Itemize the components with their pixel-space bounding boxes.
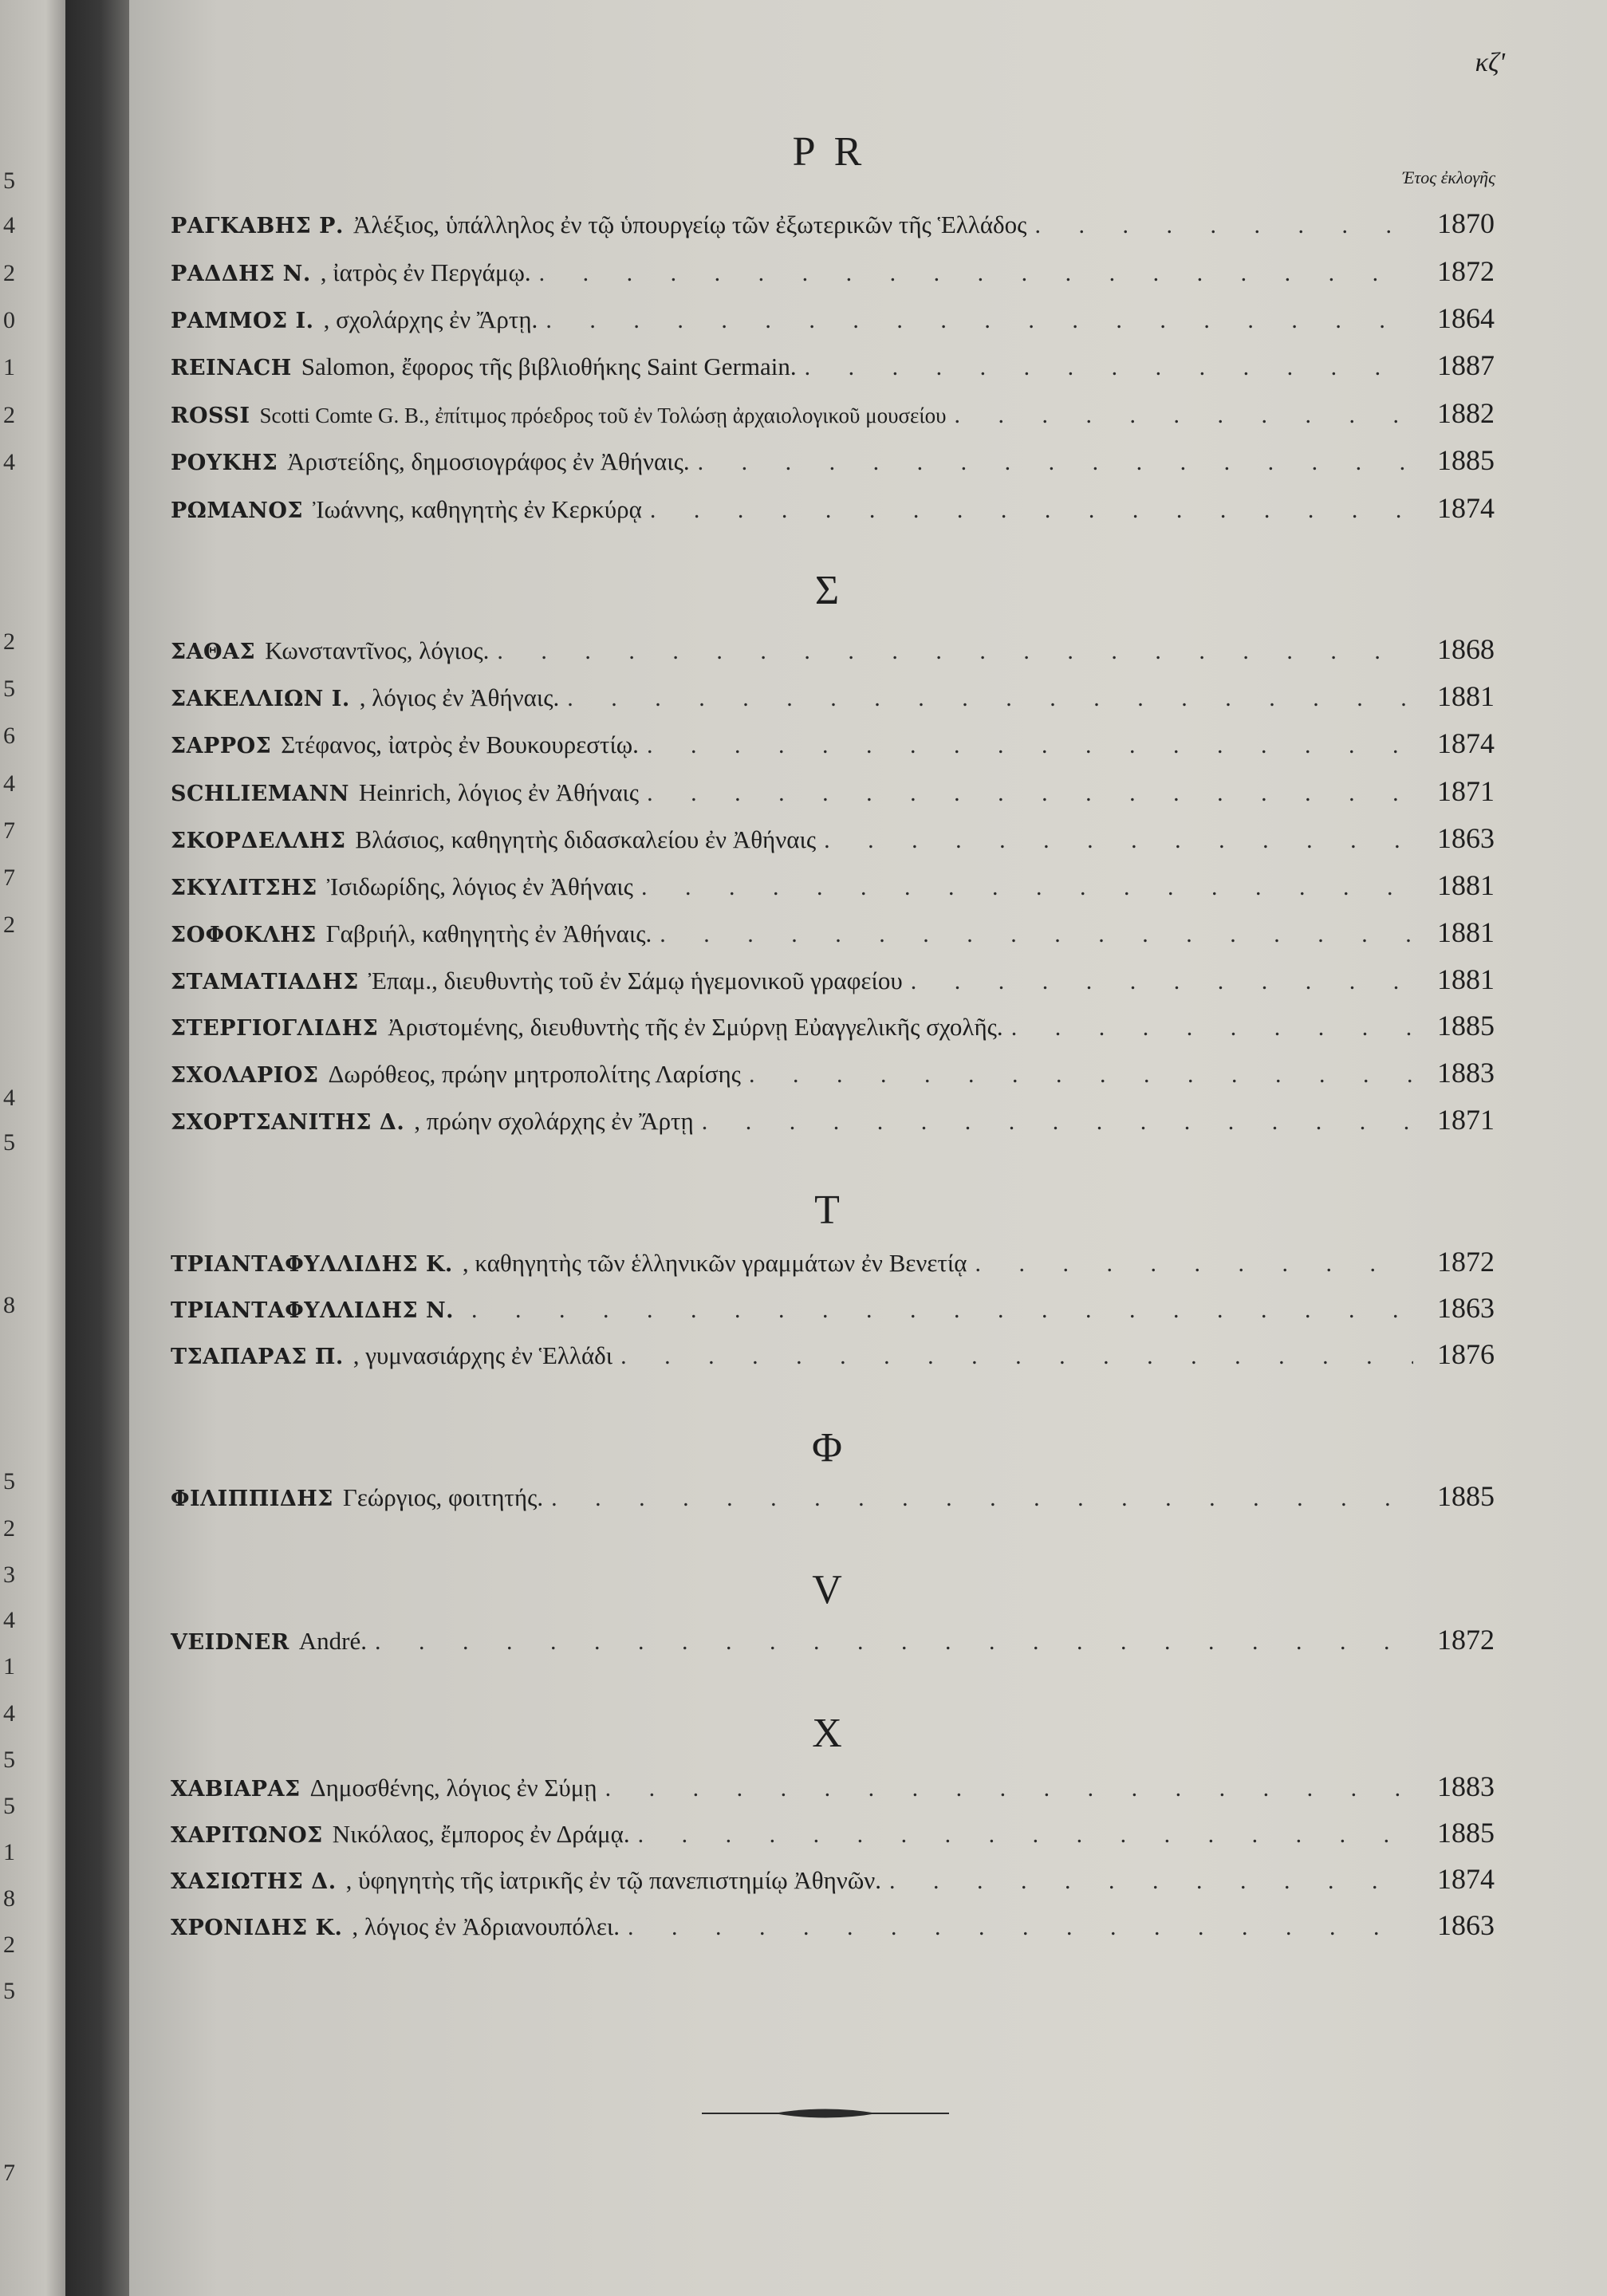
margin-number: 4 xyxy=(3,770,15,797)
list-item xyxy=(171,1911,1495,1940)
margin-number: 2 xyxy=(3,912,15,938)
page-number: κζ' xyxy=(1475,48,1505,77)
entry-surname: ΤΣΑΠΑΡΑΣ Π. xyxy=(171,1345,344,1369)
entry-description: Ἰωάννης, καθηγητὴς ἐν Κερκύρᾳ xyxy=(312,495,642,523)
dot-leader xyxy=(660,923,1413,947)
page xyxy=(129,0,1607,2296)
list-item xyxy=(171,1011,1495,1040)
entry-description: , ὑφηγητὴς τῆς ἰατρικῆς ἐν τῷ πανεπιστημίῳ Ἀθηνῶν. xyxy=(345,1866,881,1894)
entry-year: 1872 xyxy=(1437,1624,1495,1656)
dot-leader xyxy=(1034,214,1413,238)
dot-leader xyxy=(911,970,1413,994)
margin-number: 5 xyxy=(3,675,15,702)
previous-page-edge xyxy=(0,0,65,2296)
entry-surname: ΧΑΣΙΩΤΗΣ Δ. xyxy=(171,1869,337,1894)
margin-number: 5 xyxy=(3,1793,15,1819)
dot-leader xyxy=(650,498,1413,522)
margin-number: 1 xyxy=(3,1839,15,1865)
book-gutter xyxy=(65,0,129,2296)
list-item xyxy=(171,824,1495,853)
list-item xyxy=(171,635,1495,664)
margin-number: 2 xyxy=(3,1515,15,1542)
list-item xyxy=(171,1247,1495,1276)
entry-surname: ΡΟΥΚΗΣ xyxy=(171,451,278,475)
entry-year: 1871 xyxy=(1437,775,1495,807)
dot-leader xyxy=(647,734,1413,758)
margin-number: 2 xyxy=(3,1932,15,1958)
entry-year: 1881 xyxy=(1437,916,1495,948)
list-item xyxy=(171,446,1495,475)
entry-surname: ΣΑΚΕΛΛΙΩΝ Ι. xyxy=(171,687,350,711)
list-item xyxy=(171,1105,1495,1134)
entry-description: Salomon, ἔφορος τῆς βιβλιοθήκης Saint Germain. xyxy=(301,352,797,380)
dot-leader xyxy=(628,1916,1413,1940)
margin-number: 8 xyxy=(3,1292,15,1318)
dot-leader xyxy=(805,356,1413,380)
entry-description: Νικόλαος, ἔμπορος ἐν Δράμᾳ. xyxy=(332,1820,630,1848)
list-item xyxy=(171,871,1495,900)
margin-number: 8 xyxy=(3,1885,15,1912)
dot-leader xyxy=(638,1823,1413,1847)
entry-description: Ἀριστομένης, διευθυντὴς τῆς ἐν Σμύρνῃ Εὐαγγελικῆς σχολῆς. xyxy=(388,1013,1003,1041)
section-heading-phi: Φ xyxy=(811,1425,847,1471)
list-item xyxy=(171,1294,1495,1322)
entry-year: 1870 xyxy=(1437,207,1495,239)
margin-number: 2 xyxy=(3,260,15,286)
margin-number: 7 xyxy=(3,817,15,844)
entry-description: Δωρόθεος, πρώην μητροπολίτης Λαρίσης xyxy=(328,1060,741,1088)
entry-surname: ΧΡΟΝΙΔΗΣ Κ. xyxy=(171,1916,343,1940)
list-item xyxy=(171,257,1495,286)
entry-year: 1872 xyxy=(1437,1246,1495,1278)
entry-year: 1864 xyxy=(1437,302,1495,334)
margin-number: 4 xyxy=(3,1607,15,1633)
entry-description: , σχολάρχης ἐν Ἄρτῃ. xyxy=(323,305,538,333)
list-item xyxy=(171,777,1495,805)
entry-description: Ἀλέξιος, ὑπάλληλος ἐν τῷ ὑπουργείῳ τῶν ἐξωτερικῶν τῆς Ἑλλάδος xyxy=(353,211,1027,238)
entry-year: 1881 xyxy=(1437,869,1495,901)
entry-year: 1882 xyxy=(1437,397,1495,429)
entry-description: , γυμνασιάρχης ἐν Ἑλλάδι xyxy=(353,1341,613,1369)
margin-number: 4 xyxy=(3,1700,15,1727)
entry-description: Βλάσιος, καθηγητὴς διδασκαλείου ἐν Ἀθήναις xyxy=(355,825,817,853)
entry-year: 1863 xyxy=(1437,1292,1495,1324)
entry-year: 1885 xyxy=(1437,1480,1495,1512)
dot-leader xyxy=(702,1110,1413,1134)
entry-description: Κωνσταντῖνος, λόγιος. xyxy=(265,636,490,664)
section-heading-tau: T xyxy=(814,1187,845,1233)
entry-surname: ΡΑΓΚΑΒΗΣ Ρ. xyxy=(171,214,344,238)
entry-description: Γεώργιος, φοιτητής. xyxy=(342,1483,544,1511)
entry-surname: SCHLIEMANN xyxy=(171,782,349,806)
entry-description: , καθηγητὴς τῶν ἑλληνικῶν γραμμάτων ἐν Βενετίᾳ xyxy=(462,1249,967,1277)
margin-number: 4 xyxy=(3,212,15,238)
entry-year: 1863 xyxy=(1437,822,1495,854)
dot-leader xyxy=(551,1487,1413,1510)
dot-leader xyxy=(955,404,1413,427)
entry-surname: ΣΑΘΑΣ xyxy=(171,640,256,664)
margin-number: 0 xyxy=(3,307,15,333)
list-item xyxy=(171,1058,1495,1087)
entry-surname: ΣΤΕΡΓΙΟΓΛΙΔΗΣ xyxy=(171,1016,379,1041)
list-item xyxy=(171,1865,1495,1893)
entry-year: 1874 xyxy=(1437,1863,1495,1895)
entry-year: 1885 xyxy=(1437,444,1495,476)
entry-surname: ΣΚΟΡΔΕΛΛΗΣ xyxy=(171,829,346,853)
entry-surname: ΣΟΦΟΚΛΗΣ xyxy=(171,923,317,947)
dot-leader xyxy=(497,640,1413,664)
margin-number: 5 xyxy=(3,1129,15,1156)
entry-year: 1863 xyxy=(1437,1909,1495,1941)
margin-number: 5 xyxy=(3,1978,15,2004)
entry-description: , ἰατρὸς ἐν Περγάμῳ. xyxy=(320,258,531,286)
dot-leader xyxy=(647,782,1413,805)
list-item xyxy=(171,351,1495,380)
entry-year: 1871 xyxy=(1437,1104,1495,1136)
dot-leader xyxy=(641,876,1413,900)
entry-year: 1887 xyxy=(1437,349,1495,381)
entry-description: Ἐπαμ., διευθυντὴς τοῦ ἐν Σάμῳ ἡγεμονικοῦ γραφείου xyxy=(368,967,903,994)
year-column-label: Έτος ἐκλογῆς xyxy=(1402,167,1495,187)
entry-surname: ΣΚΥΛΙΤΣΗΣ xyxy=(171,876,317,900)
dot-leader xyxy=(698,451,1413,475)
list-item xyxy=(171,682,1495,711)
dot-leader xyxy=(889,1869,1413,1893)
entry-description: Scotti Comte G. B., ἐπίτιμος πρόεδρος τοῦ ἐν Τολώσῃ ἀρχαιολογικοῦ μουσείου xyxy=(259,404,947,427)
entry-surname: ΡΑΜΜΟΣ Ι. xyxy=(171,309,314,333)
dot-leader xyxy=(975,1252,1413,1276)
entry-year: 1872 xyxy=(1437,255,1495,287)
entry-description: Ἀριστείδης, δημοσιογράφος ἐν Ἀθήναις. xyxy=(287,447,690,475)
margin-number: 3 xyxy=(3,1562,15,1588)
list-item xyxy=(171,209,1495,238)
entry-year: 1874 xyxy=(1437,492,1495,524)
dot-leader xyxy=(605,1777,1413,1801)
entry-description: , πρώην σχολάρχης ἐν Ἄρτῃ xyxy=(414,1107,694,1135)
entry-surname: ΦΙΛΙΠΠΙΔΗΣ xyxy=(171,1487,333,1511)
margin-number: 4 xyxy=(3,449,15,475)
entry-surname: ΤΡΙΑΝΤΑΦΥΛΛΙΔΗΣ Ν. xyxy=(171,1298,455,1323)
entry-description: Στέφανος, ἰατρὸς ἐν Βουκουρεστίῳ. xyxy=(281,731,639,758)
entry-surname: ΣΧΟΡΤΣΑΝΙΤΗΣ Δ. xyxy=(171,1110,405,1135)
list-item xyxy=(171,304,1495,333)
entry-surname: REINACH xyxy=(171,356,292,380)
section-heading-chi: X xyxy=(812,1711,847,1756)
dot-leader xyxy=(1011,1016,1413,1040)
entry-surname: VEIDNER xyxy=(171,1630,289,1655)
margin-number: 1 xyxy=(3,1653,15,1680)
dot-leader xyxy=(375,1630,1413,1654)
entry-surname: ΡΑΔΔΗΣ Ν. xyxy=(171,262,311,286)
margin-number: 7 xyxy=(3,2160,15,2186)
list-item xyxy=(171,1340,1495,1369)
entry-year: 1885 xyxy=(1437,1817,1495,1849)
list-item xyxy=(171,918,1495,947)
list-item xyxy=(171,399,1495,427)
section-heading-sigma: Σ xyxy=(814,568,845,613)
margin-number: 6 xyxy=(3,723,15,749)
dot-leader xyxy=(471,1298,1413,1322)
entry-year: 1881 xyxy=(1437,963,1495,995)
list-item xyxy=(171,1818,1495,1847)
section-heading-pr: P R xyxy=(792,129,867,175)
dot-leader xyxy=(749,1063,1413,1087)
list-item xyxy=(171,1625,1495,1654)
dot-leader xyxy=(546,309,1413,333)
list-item xyxy=(171,965,1495,994)
dot-leader xyxy=(620,1345,1413,1369)
margin-number: 1 xyxy=(3,354,15,380)
entry-year: 1885 xyxy=(1437,1010,1495,1042)
entry-year: 1876 xyxy=(1437,1338,1495,1370)
entry-description: Δημοσθένης, λόγιος ἐν Σύμῃ xyxy=(309,1774,597,1802)
entry-surname: ROSSI xyxy=(171,404,250,428)
entry-description: Γαβριήλ, καθηγητὴς ἐν Ἀθήναις. xyxy=(325,920,652,947)
margin-number: 5 xyxy=(3,1747,15,1773)
margin-number: 2 xyxy=(3,402,15,428)
entry-year: 1881 xyxy=(1437,680,1495,712)
fleuron-ornament xyxy=(702,2104,949,2123)
entry-surname: ΣΧΟΛΑΡΙΟΣ xyxy=(171,1063,319,1088)
margin-number: 5 xyxy=(3,1468,15,1495)
entry-year: 1874 xyxy=(1437,727,1495,759)
entry-description: Heinrich, λόγιος ἐν Ἀθήναις xyxy=(358,778,640,806)
list-item xyxy=(171,729,1495,758)
entry-surname: ΣΤΑΜΑΤΙΑΔΗΣ xyxy=(171,970,359,994)
list-item xyxy=(171,1482,1495,1510)
margin-number: 7 xyxy=(3,864,15,891)
list-item xyxy=(171,494,1495,522)
entry-surname: ΡΩΜΑΝΟΣ xyxy=(171,498,303,523)
dot-leader xyxy=(824,829,1413,853)
margin-number: 5 xyxy=(3,167,15,194)
dot-leader xyxy=(539,262,1413,286)
entry-description: , λόγιος ἐν Ἀθήναις. xyxy=(359,683,560,711)
margin-number: 4 xyxy=(3,1085,15,1111)
section-heading-v: V xyxy=(812,1567,847,1613)
entry-year: 1868 xyxy=(1437,633,1495,665)
entry-description: André. xyxy=(298,1627,368,1655)
entry-surname: ΧΑΒΙΑΡΑΣ xyxy=(171,1777,301,1802)
entry-surname: ΧΑΡΙΤΩΝΟΣ xyxy=(171,1823,323,1848)
list-item xyxy=(171,1772,1495,1801)
entry-year: 1883 xyxy=(1437,1057,1495,1089)
entry-description: , λόγιος ἐν Ἀδριανουπόλει. xyxy=(352,1912,620,1940)
margin-number: 2 xyxy=(3,628,15,655)
entry-description: Ἰσιδωρίδης, λόγιος ἐν Ἀθήναις xyxy=(326,872,633,900)
entry-surname: ΣΑΡΡΟΣ xyxy=(171,734,272,758)
entry-year: 1883 xyxy=(1437,1770,1495,1802)
dot-leader xyxy=(567,687,1413,711)
entry-surname: ΤΡΙΑΝΤΑΦΥΛΛΙΔΗΣ Κ. xyxy=(171,1252,453,1277)
